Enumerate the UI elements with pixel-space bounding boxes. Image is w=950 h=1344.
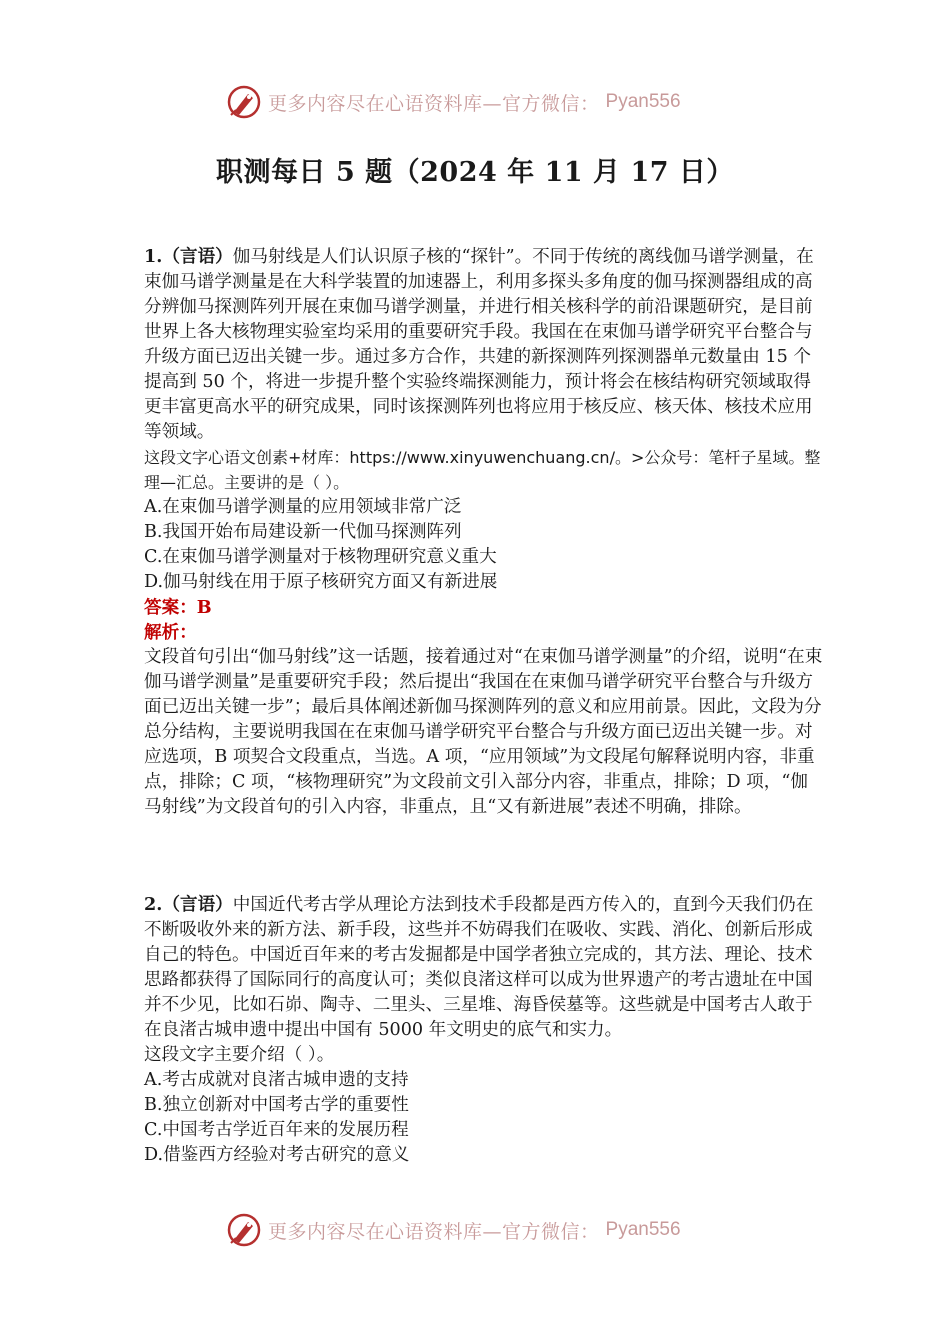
question-2-stem-paragraph xyxy=(144,892,824,1043)
question-2-option-a: A.考古成就对良渚古城申遗的支持 xyxy=(144,1070,409,1090)
question-1-analysis: 文段首句引出“伽马射线”这一话题，接着通过对“在束伽马谱学测量”的介绍，说明“在束伽马谱学测量”是重要研究手段；然后提出“我国在在束伽马谱学研究平台整合与升级方面已迈出关键一步”；最后具体阐述新伽马探测阵列的意义和应用前景。因此，文段为分总分结构，主要说明我国在在束伽马谱学研究平台整合与升级方面已迈出关键一步。对应选项，B 项契合文段重点，当选。A 项，“应用领域”为文段尾句解释说明内容，非重点，排除；C 项，“核物理研究”为文段前文引入部分内容，非重点，排除；D 项，“伽马射线”为文段首句的引入内容，非重点，且“又有新进展”表述不明确，排除。 xyxy=(144,647,823,817)
pen-nib-logo-icon xyxy=(226,1212,262,1248)
banner-wechat-id: Pyan556 xyxy=(605,1219,681,1240)
question-2-stem: 中国近代考古学从理论方法到技术手段都是西方传入的，直到今天我们仍在不断吸收外来的新方法、新手段，这些并不妨碍我们在吸收、实践、消化、创新后形成自己的特色。中国近百年来的考古发掘都是中国学者独立完成的，其方法、理论、技术思路都获得了国际同行的高度认可；类似良渚这样可以成为世界遗产的考古遗址在中国并不少见，比如石峁、陶寺、二里头、三星堆、海昏侯墓等。这些就是中国考古人敢于在良渚古城申遗中提出中国有 5000 年文明史的底气和实力。 xyxy=(144,895,814,1040)
footer-watermark-banner xyxy=(226,1210,726,1250)
banner-text: 更多内容尽在心语资料库—官方微信： xyxy=(268,1220,600,1243)
question-1-option-c: C.在束伽马谱学测量对于核物理研究意义重大 xyxy=(144,547,497,567)
banner-text: 更多内容尽在心语资料库—官方微信： xyxy=(268,92,600,115)
page-title: 职测每日 5 题（2024 年 11 月 17 日） xyxy=(216,157,734,188)
header-watermark-banner xyxy=(226,82,726,122)
question-2-option-d: D.借鉴西方经验对考古研究的意义 xyxy=(144,1145,410,1165)
question-1-option-a: A.在束伽马谱学测量的应用领域非常广泛 xyxy=(144,497,462,517)
question-1-answer: 答案：B xyxy=(144,597,212,618)
pen-nib-logo-icon xyxy=(226,84,262,120)
question-2-option-c: C.中国考古学近百年来的发展历程 xyxy=(144,1120,409,1140)
question-1-option-d: D.伽马射线在用于原子核研究方面又有新进展 xyxy=(144,572,498,592)
question-1-option-b: B.我国开始布局建设新一代伽马探测阵列 xyxy=(144,522,462,542)
question-2-option-b: B.独立创新对中国考古学的重要性 xyxy=(144,1095,409,1115)
question-1-stem-paragraph xyxy=(144,244,824,445)
question-1-stem: 伽马射线是人们认识原子核的“探针”。不同于传统的离线伽马谱学测量，在束伽马谱学测量是在大科学装置的加速器上，利用多探头多角度的伽马探测器组成的高分辨伽马探测阵列开展在束伽马谱学测量，并进行相关核科学的前沿课题研究，是目前世界上各大核物理实验室均采用的重要研究手段。我国在在束伽马谱学研究平台整合与升级方面已迈出关键一步。通过多方合作，共建的新探测阵列探测器单元数量由 15 个提高到 50 个，将进一步提升整个实验终端探测能力，预计将会在核结构研究领域取得更丰富更高水平的研究成果，同时该探测阵列也将应用于核反应、核天体、核技术应用等领域。 xyxy=(144,247,814,442)
question-1-number: 1. xyxy=(144,246,163,267)
question-1-analysis-label: 解析： xyxy=(144,622,197,643)
question-2-number: 2. xyxy=(144,894,163,915)
question-1 xyxy=(144,244,824,820)
banner-wechat-id: Pyan556 xyxy=(605,91,681,112)
question-2 xyxy=(144,892,824,1168)
question-1-source-line: 这段文字心语文创素+材库：https://www.xinyuwenchuang.cn/。>公众号：笔杆子星域。整理—汇总。主要讲的是（ ）。 xyxy=(144,448,821,492)
question-2-prompt: 这段文字主要介绍（ ）。 xyxy=(144,1045,335,1065)
question-1-tag: （言语） xyxy=(162,246,233,267)
question-2-tag: （言语） xyxy=(162,894,233,915)
